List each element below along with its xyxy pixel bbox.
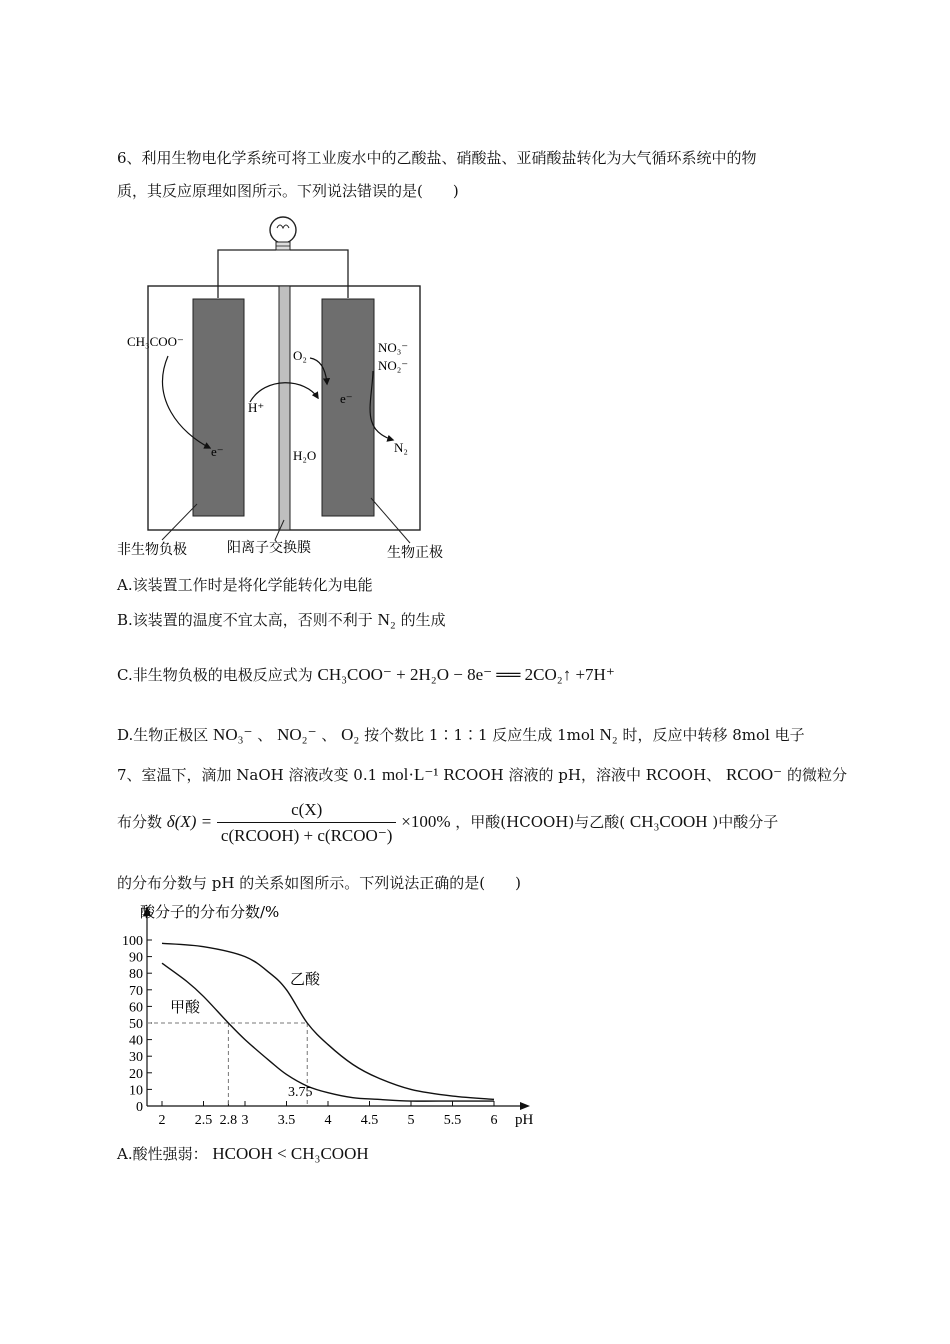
leader-anode (162, 504, 197, 540)
cathode-electrode (322, 299, 374, 516)
x-tick-label: 2.8 (219, 1113, 238, 1128)
series-label-formic: 甲酸 (170, 998, 201, 1016)
x-tick-label: 4.5 (360, 1113, 379, 1128)
x-axis-arrow (520, 1102, 530, 1110)
label-membrane: 阳离子交换膜 (227, 540, 311, 556)
y-tick-label: 20 (129, 1066, 143, 1082)
x-tick-label: 3.5 (277, 1113, 296, 1128)
electrochem-diagram (110, 208, 470, 568)
label-water: H₂O (293, 448, 317, 463)
distribution-fraction: $\frac{c(X)}{\text{c(RCOOH) + c(RCOO⁻)}}$ (217, 800, 397, 846)
label-electron-right: e⁻ (340, 391, 353, 406)
label-anode: 非生物负极 (117, 542, 187, 558)
label-acetate: CH₃COO⁻ (127, 334, 184, 349)
x-tick-label: 5 (407, 1113, 415, 1128)
label-cathode: 生物正极 (387, 545, 443, 561)
x-tick-label: 4 (324, 1113, 332, 1128)
wire (290, 250, 348, 298)
label-oxygen: O₂ (293, 348, 307, 363)
y-tick-label: 50 (129, 1017, 143, 1032)
y-tick-label: 60 (129, 1000, 143, 1016)
y-tick-label: 0 (136, 1100, 143, 1115)
label-electron-left: e⁻ (211, 444, 224, 459)
label-nitrogen: N₂ (394, 440, 408, 455)
series-label-acetic: 乙酸 (290, 970, 321, 988)
x-tick-label: 6 (490, 1113, 498, 1128)
y-tick-label: 40 (129, 1033, 143, 1049)
y-tick-label: 10 (129, 1083, 143, 1099)
q6-stem-line1: 6、利用生物电化学系统可将工业废水中的乙酸盐、硝酸盐、亚硝酸盐转化为大气循环系统中的物 (117, 149, 757, 167)
label-proton: H⁺ (248, 400, 265, 415)
x-axis-label: pH (515, 1112, 534, 1128)
series-line-1 (162, 943, 494, 1099)
y-axis-label: 酸分子的分布分数/% (140, 903, 280, 921)
label-nitrite: NO₂⁻ (378, 358, 409, 373)
lightbulb-icon (270, 217, 296, 250)
q7-stem-line3: 的分布分数与 pH 的关系如图所示。下列说法正确的是( ) (117, 874, 521, 892)
distribution-chart (110, 900, 550, 1135)
leader-cathode (371, 498, 410, 543)
q6-option-c: C.非生物负极的电极反应式为 CH₃COO⁻ + 2H₂O − 8e⁻ ══ 2CO₂↑ +7H⁺ (117, 665, 615, 684)
wire (218, 250, 276, 298)
cation-exchange-membrane (279, 286, 290, 530)
annotation-3-75: 3.75 (288, 1085, 313, 1100)
series-line-0 (162, 963, 494, 1101)
y-tick-label: 80 (129, 967, 143, 983)
x-tick-label: 5.5 (443, 1113, 462, 1128)
x-tick-label: 2 (158, 1113, 166, 1128)
y-tick-label: 70 (129, 983, 143, 999)
y-tick-label: 90 (129, 950, 143, 966)
q7-stem-line2: 布分数 δ(X) = $\frac{c(X)}{\text{c(RCOOH) + c(RCOO⁻)}}$ ×100% ，甲酸(HCOOH)与乙酸( CH₃COOH )中酸分子 (117, 800, 779, 845)
q7-stem-line1: 7、室温下，滴加 NaOH 溶液改变 0.1 mol·L⁻¹ RCOOH 溶液的 pH，溶液中 RCOOH、 RCOO⁻ 的微粒分 (117, 765, 847, 784)
q7-option-a: A.酸性强弱： HCOOH < CH₃COOH (117, 1144, 369, 1163)
label-nitrate: NO₃⁻ (378, 340, 409, 355)
y-tick-label: 100 (122, 934, 143, 949)
x-tick-label: 3 (241, 1113, 249, 1128)
y-tick-label: 30 (129, 1050, 143, 1066)
q6-option-d: D.生物正极区 NO₃⁻ 、 NO₂⁻ 、 O₂ 按个数比 1∶1∶1 反应生成 1mol N₂ 时，反应中转移 8mol 电子 (117, 725, 805, 744)
anode-electrode (193, 299, 244, 516)
q6-option-a: A.该装置工作时是将化学能转化为电能 (117, 576, 373, 594)
q6-stem-line2: 质，其反应原理如图所示。下列说法错误的是( ) (117, 182, 459, 200)
x-tick-label: 2.5 (194, 1113, 213, 1128)
q6-option-b: B.该装置的温度不宜太高，否则不利于 N₂ 的生成 (117, 610, 446, 629)
